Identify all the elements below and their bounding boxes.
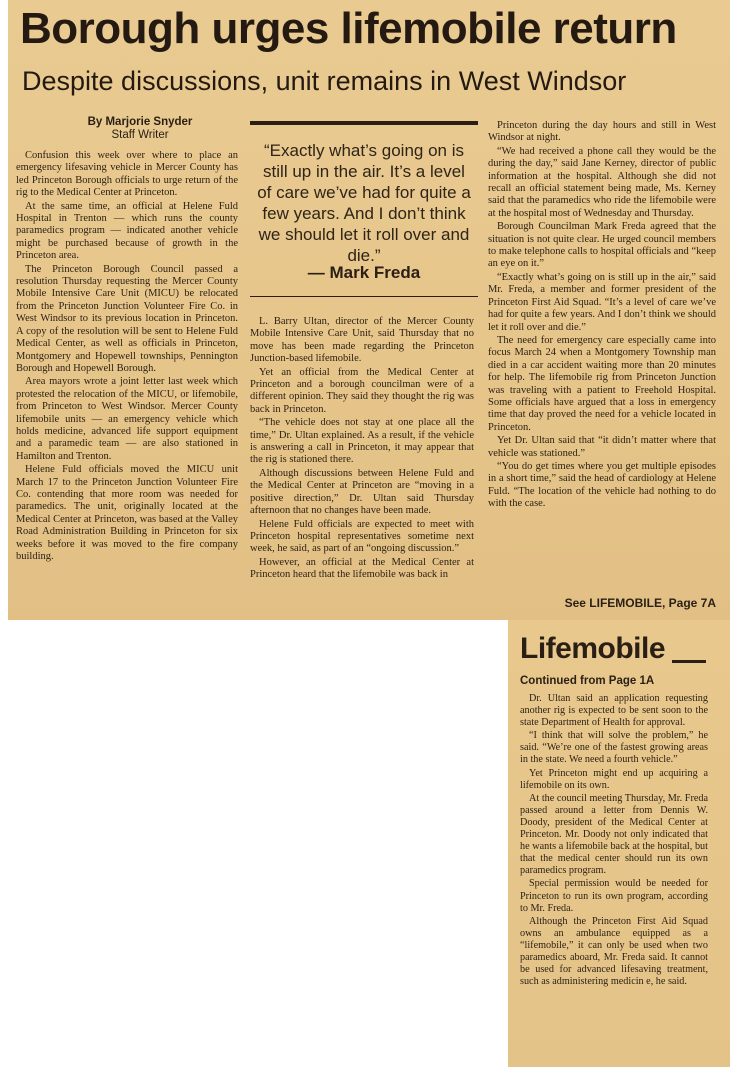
byline-author: By Marjorie Snyder	[87, 116, 193, 128]
paragraph: Yet Dr. Ultan said that “it didn’t matter where that vehicle was stationed.”	[488, 435, 716, 459]
subheadline: Despite discussions, unit remains in West Windsor	[22, 66, 627, 96]
paragraph: Area mayors wrote a joint letter last week which protested the relocation of the MICU, or lifemobile, from Princeton to West Windsor. Mercer County lifemobile units — an emergency vehicle which holds medicine, advanced life support equipment and a paramedic team — are also stationed in Hamilton and Trenton.	[16, 376, 238, 462]
paragraph: Yet an official from the Medical Center at Princeton and a borough councilman were of a different opinion. They said they thought the rig was back in Princeton.	[250, 366, 474, 415]
paragraph: At the same time, an official at Helene Fuld Hospital in Trenton — which runs the county paramedics program — indicated another vehicle might be purchased because of growth in the Princeton area.	[16, 200, 238, 262]
article-column-3	[488, 120, 716, 512]
paragraph: Helene Fuld officials are expected to meet with Princeton hospital representatives sometime next week, he said, as part of an “ongoing discussion.”	[250, 518, 474, 555]
pull-quote-bottom-rule	[250, 296, 478, 297]
continuation-title-rule	[672, 660, 706, 663]
continuation-column	[520, 693, 708, 989]
paragraph: Borough Councilman Mark Freda agreed that the situation is not quite clear. He urged council members to make telephone calls to hospital officials and “keep an eye on it.”	[488, 221, 716, 270]
paragraph: The need for emergency care especially came into focus March 24 when a Montgomery Township man died in a car accident waiting more than 20 minutes for help. The lifemobile rig from Princeton Junction was traveling with a patient to Freehold Hospital. Some officials have argued that a loss in emergency time that day proved the need for a vehicle located in Princeton.	[488, 334, 716, 433]
paragraph: L. Barry Ultan, director of the Mercer County Mobile Intensive Care Unit, said Thursday that no move has been made regarding the Princeton Junction-based lifemobile.	[250, 316, 474, 365]
paragraph: Helene Fuld officials moved the MICU unit March 17 to the Princeton Junction Volunteer Fire Co. contending that more room was needed for paramedics. The unit, originally located at the Medical Center at Princeton, was based at the Valley Road Administration Building in Princeton for six weeks before it was moved to the fire company building.	[16, 464, 238, 562]
paragraph: “I think that will solve the problem,” he said. “We’re one of the fastest growing areas in the state. We need a fourth vehicle.”	[520, 730, 708, 766]
byline	[60, 116, 220, 142]
paragraph: Dr. Ultan said an application requesting another rig is expected to be sent soon to the state Department of Health for approval.	[520, 693, 708, 729]
jump-reference: See LIFEMOBILE, Page 7A	[564, 596, 716, 610]
paragraph: Although the Princeton First Aid Squad owns an ambulance equipped as a “lifemobile,” it can only be used when two paramedics aboard, Mr. Freda said. It cannot be used for advanced lifesaving treatment, such as administering medicin e, he said.	[520, 915, 708, 988]
paragraph: “The vehicle does not stay at one place all the time,” Dr. Ultan explained. As a result, if the vehicle is answering a call in Princeton, it may appear that the rig is stationed there.	[250, 417, 474, 466]
paragraph: At the council meeting Thursday, Mr. Freda passed around a letter from Dennis W. Doody, president of the Medical Center at Princeton. Mr. Doody not only indicated that he wants a lifemobile back at the hospital, but that the medical center should run its own paramedics program.	[520, 792, 708, 877]
paragraph: The Princeton Borough Council passed a resolution Thursday requesting the Mercer County Mobile Intensive Care Unit (MICU) be relocated from the Princeton Junction Volunteer Fire Co. in West Windsor to its previous location in Princeton. A copy of the resolution will be sent to Helene Fuld Medical Center, as well as officials in Princeton, Montgomery and Hopewell townships, Pennington Borough and Hopewell Borough.	[16, 263, 238, 374]
article-column-2	[250, 316, 474, 583]
pull-quote-attribution: — Mark Freda	[307, 263, 421, 282]
article-column-1	[16, 150, 238, 564]
paragraph: Confusion this week over where to place an emergency lifesaving vehicle in Mercer County has led Princeton Borough officials to urge return of the rig to the Medical Center at Princeton.	[16, 150, 238, 199]
continuation-title: Lifemobile	[520, 632, 666, 665]
headline: Borough urges lifemobile return	[20, 4, 677, 53]
continuation-source: Continued from Page 1A	[520, 675, 655, 687]
pull-quote: “Exactly what’s going on is still up in the air. It’s a level of care we’ve had for quite a few years. And I don’t think we should let it roll over and die.”	[257, 141, 471, 265]
paragraph: “We had received a phone call they would be the during the day,” said Jane Kerney, director of public information at the hospital. Although she did not recall an official statement being made, Ms. Kerney said that the paramedics who ride the lifemobile were at the hospital most of Wednesday and Thursday.	[488, 145, 716, 219]
paragraph: Yet Princeton might end up acquiring a lifemobile on its own.	[520, 767, 708, 791]
paragraph: Princeton during the day hours and still in West Windsor at night.	[488, 120, 716, 144]
paragraph: “You do get times where you get multiple episodes in a short time,” said the head of cardiology at Helene Fuld. “The location of the vehicle had nothing to do with the case.	[488, 460, 716, 510]
paragraph: Although discussions between Helene Fuld and the Medical Center at Princeton are “moving in a positive direction,” Dr. Ultan said Thursday afternoon that no changes have been made.	[250, 467, 474, 517]
pull-quote-top-rule	[250, 121, 478, 125]
paragraph: Special permission would be needed for Princeton to run its own program, according to Mr. Freda.	[520, 878, 708, 914]
paragraph: However, an official at the Medical Center at Princeton heard that the lifemobile was back in	[250, 556, 474, 581]
byline-role: Staff Writer	[111, 129, 169, 141]
paragraph: “Exactly what’s going on is still up in the air,” said Mr. Freda, a member and former president of the Princeton First Aid Squad. “It’s a level of care we’ve had for quite a few years. And I don’t think we should let it roll over and die.”	[488, 271, 716, 333]
